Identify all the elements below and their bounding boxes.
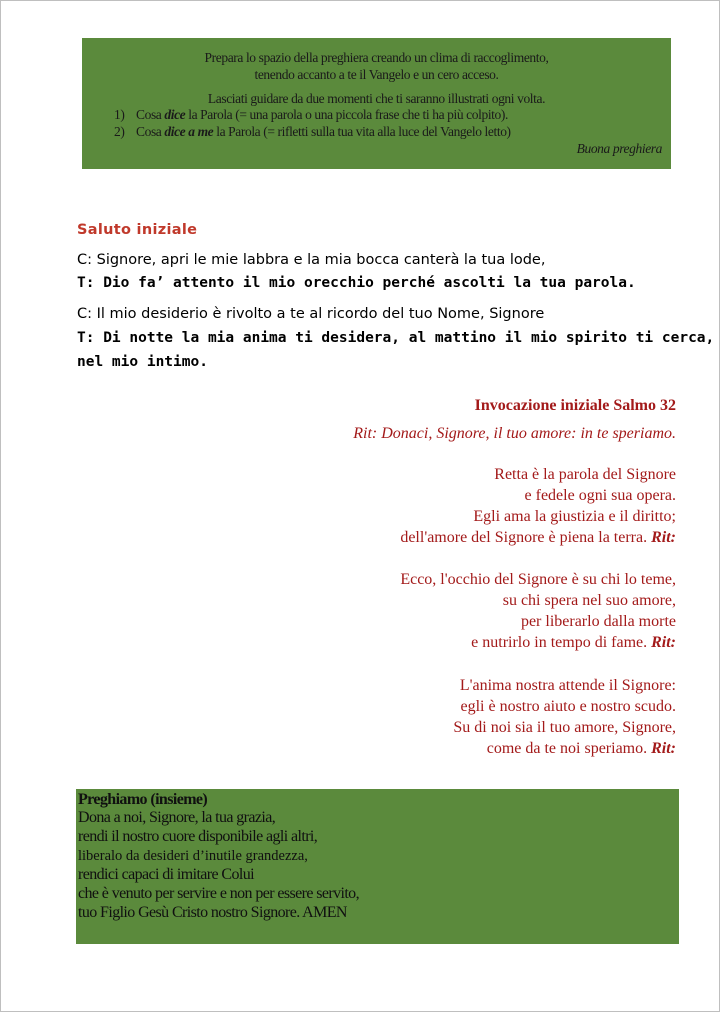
item-text-pre: Cosa [136, 124, 165, 139]
psalm-verse: Retta è la parola del Signore [494, 466, 676, 483]
rit-mark: Rit: [651, 740, 676, 757]
dialog-line-all-continued: nel mio intimo. [77, 354, 208, 370]
prayer-line: liberalo da desideri d’inutile grandezza, [78, 848, 308, 864]
prayer-line: rendici capaci di imitare Colui [78, 866, 254, 883]
intro-list-item [114, 107, 508, 123]
intro-list-item [114, 124, 511, 140]
prayer-line: che è venuto per servire e non per essere servito, [78, 885, 359, 902]
psalm-ritornello: Rit: Donaci, Signore, il tuo amore: in te speriamo. [353, 425, 676, 442]
intro-signature: Buona preghiera [576, 141, 662, 156]
intro-line-3: Lasciati guidare da due momenti che ti saranno illustrati ogni volta. [207, 91, 546, 106]
psalm-verse-last [400, 529, 676, 547]
psalm-verse-last [471, 634, 676, 652]
intro-box [82, 38, 671, 169]
prayer-line: rendi il nostro cuore disponibile agli altri, [78, 828, 318, 845]
item-text-post: la Parola (= una parola o una piccola frase che ti ha più colpito). [185, 107, 508, 122]
psalm-verse: su chi spera nel suo amore, [502, 592, 676, 609]
item-text-emphasis: dice [164, 107, 186, 122]
prayer-line: Dona a noi, Signore, la tua grazia, [78, 809, 276, 826]
list-number: 1) [114, 107, 125, 122]
rit-mark: Rit: [651, 634, 676, 651]
psalm-verse: Egli ama la giustizia e il diritto; [473, 508, 676, 525]
psalm-verse: L'anima nostra attende il Signore: [459, 677, 676, 694]
dialog-line-all: T: Di notte la mia anima ti desidera, al mattino il mio spirito ti cerca, [77, 330, 715, 346]
rit-mark: Rit: [651, 529, 676, 546]
prayer-title: Preghiamo (insieme) [78, 791, 208, 808]
psalm-verse-text: come da te noi speriamo. [486, 740, 648, 757]
list-number: 2) [114, 124, 125, 139]
dialog-line-celebrant: C: Il mio desiderio è rivolto a te al ricordo del tuo Nome, Signore [77, 306, 545, 322]
dialog-line-all: T: Dio fa’ attento il mio orecchio perché ascolti la tua parola. [77, 275, 636, 291]
item-text-pre: Cosa [136, 107, 165, 122]
dialog-line-celebrant: C: Signore, apri le mie labbra e la mia bocca canterà la tua lode, [77, 252, 546, 268]
item-text-emphasis: dice a me [164, 124, 214, 139]
psalm-verse-text: e nutrirlo in tempo di fame. [471, 634, 648, 651]
section-heading-saluto: Saluto iniziale [77, 222, 198, 238]
psalm-verse: Su di noi sia il tuo amore, Signore, [453, 719, 676, 736]
psalm-verse: egli è nostro aiuto e nostro scudo. [460, 698, 676, 715]
psalm-verse: Ecco, l'occhio del Signore è su chi lo teme, [400, 571, 676, 588]
prayer-box [76, 789, 679, 944]
psalm-title: Invocazione iniziale Salmo 32 [474, 397, 676, 414]
item-text-post: la Parola (= rifletti sulla tua vita alla luce del Vangelo letto) [213, 124, 511, 139]
prayer-line: tuo Figlio Gesù Cristo nostro Signore. AMEN [78, 904, 347, 921]
psalm-verse-text: dell'amore del Signore è piena la terra. [400, 529, 648, 546]
intro-line-1: Prepara lo spazio della preghiera creando un clima di raccoglimento, [204, 50, 549, 65]
psalm-verse: e fedele ogni sua opera. [524, 487, 676, 504]
psalm-verse-last [487, 740, 676, 758]
intro-line-2: tenendo accanto a te il Vangelo e un cero acceso. [254, 67, 499, 82]
psalm-verse: per liberarlo dalla morte [520, 613, 676, 630]
